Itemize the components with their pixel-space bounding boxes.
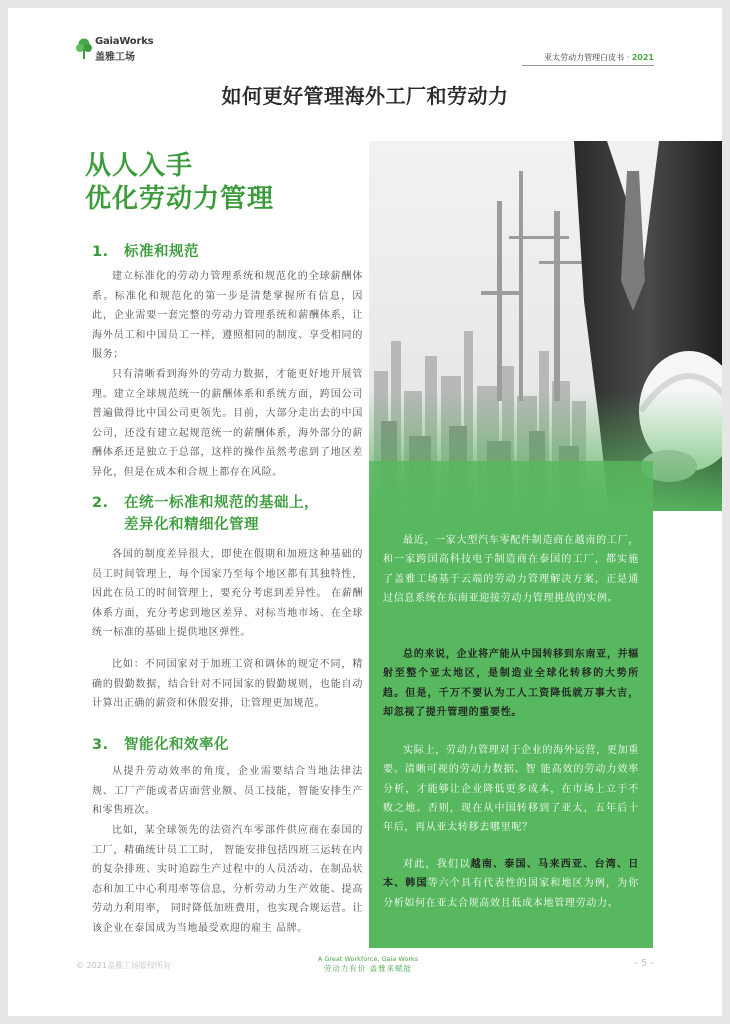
case-study-paragraph-2: 总的来说，企业将产能从中国转移到东南亚，并辐射至整个亚太地区，是制造业全球化转移的大势所趋。但是，千万不要认为工人工资降低就万事大吉，却忽视了提升管理的重要性。 — [383, 649, 639, 718]
section-3-paragraph-1: 从提升劳动效率的角度，企业需要结合当地法律法规、工厂产能或者店面营业额、员工技能，智能安排生产和零售班次。 — [92, 766, 363, 816]
section-1-title: 标准和规范 — [124, 244, 199, 260]
section-1-paragraph-2: 只有清晰看到海外的劳动力数据，才能更好地开展管理。建立全球规范统一的薪酬体系和系统方面，跨国公司普遍做得比中国公司更领先。目前，大部分走出去的中国公司，还没有建立起规范统一的薪酬体系，海外部分的薪酬体系还是独立于总部，这样的操作虽然考虑到了地区差异化，但是在成本和合规上都存在风险。 — [92, 369, 363, 478]
section-2-title-line-2: 差异化和精细化管理 — [124, 517, 259, 533]
section-3-paragraph-2: 比如，某全球领先的法资汽车零部件供应商在泰国的工厂，精确统计员工工时， 智能安排包括四班三运转在内的复杂排班、实时追踪生产过程中的人员活动、在制品状态和加工中心利用率等信息，分析劳动力生产效能、提高劳动力利用率， 同时降低加班费用，也实现合规运营。让该企业在泰国成为当地最受欢迎的雇主 品牌。 — [92, 825, 363, 934]
section-headline — [85, 150, 274, 216]
logo-text-en: GaiaWorks — [95, 36, 154, 47]
header-divider — [522, 65, 654, 66]
report-year: 2021 — [631, 53, 654, 62]
p4-countries: 越南、泰国、马来西亚、台湾、日本、韩国 — [383, 859, 640, 890]
footer-slogan — [308, 955, 428, 974]
page-number: - 5 - — [634, 958, 654, 969]
tree-icon — [76, 38, 92, 60]
case-study-paragraph-4 — [383, 855, 639, 913]
section-1-heading — [92, 241, 199, 263]
headline-line-1: 从人入手 — [85, 151, 194, 181]
section-2-heading — [92, 492, 319, 536]
report-title-text: 亚太劳动力管理白皮书 · — [544, 53, 632, 62]
section-2-title-line-1: 在统一标准和规范的基础上， — [124, 495, 319, 511]
section-2-paragraph-2: 比如：不同国家对于加班工资和调休的规定不同，精确的假勤数据，结合针对不同国家的假勤规则，也能自动计算出正确的薪资和休假安排，让管理更加规范。 — [92, 659, 363, 709]
case-study-box — [369, 511, 653, 948]
section-3-title: 智能化和效率化 — [124, 737, 229, 753]
businessman-city-photo — [369, 141, 722, 511]
logo-text-cn: 盖雅工场 — [95, 52, 135, 63]
slogan-en: A Great Workforce, Gaia Works — [317, 955, 419, 963]
section-2-paragraph-1: 各国的制度差异很大，即使在假期和加班这种基础的员工时间管理上，每个国家乃至每个地区都有其独特性，因此在员工的时间管理上，要充分考虑到差异性。 在薪酬体系方面，充分考虑到地区差异、对标当地市场、在全球统一标准的基础上提供地区弹性。 — [92, 549, 363, 638]
p4-intro: 对此，我们以 — [403, 859, 471, 870]
page — [8, 8, 722, 1016]
section-1-number: 1. — [92, 244, 109, 260]
headline-line-2: 优化劳动力管理 — [85, 184, 275, 214]
section-2-number: 2. — [92, 495, 109, 511]
case-study-paragraph-1: 最近，一家大型汽车零配件制造商在越南的工厂，和一家跨国高科技电子制造商在泰国的工厂，都实施了盖雅工场基于云端的劳动力管理解决方案，正是通过信息系统在东南亚迎接劳动力管理挑战的实例。 — [383, 535, 639, 604]
section-3-heading — [92, 734, 229, 756]
slogan-cn: 劳动力有价 盖雅来赋能 — [323, 964, 413, 973]
section-3-number: 3. — [92, 737, 109, 753]
case-study-paragraph-3: 实际上，劳动力管理对于企业的海外运营，更加重要。清晰可视的劳动力数据、智 能高效的劳动力效率分析，才能够让企业降低更多成本，在市场上立于不败之地。否则，现在从中国转移到了亚太，五年后十年后，再从亚太转移去哪里呢？ — [383, 745, 639, 834]
header — [8, 8, 722, 70]
page-title: 如何更好管理海外工厂和劳动力 — [221, 84, 509, 108]
p4-conclusion: 等六个具有代表性的国家和地区为例，为你分析如何在亚太合规高效且低成本地管理劳动力。 — [383, 878, 639, 909]
report-title — [544, 52, 654, 63]
copyright: © 2021盖雅工场版权所有 — [76, 961, 171, 970]
logo — [76, 36, 156, 64]
section-1-paragraph-1: 建立标准化的劳动力管理系统和规范化的全球薪酬体系。标准化和规范化的第一步是清楚掌握所有信息，因此，企业需要一套完整的劳动力管理系统和薪酬体系，让海外员工和中国员工一样，遵照相同的制度、享受相同的服务； — [92, 271, 363, 360]
